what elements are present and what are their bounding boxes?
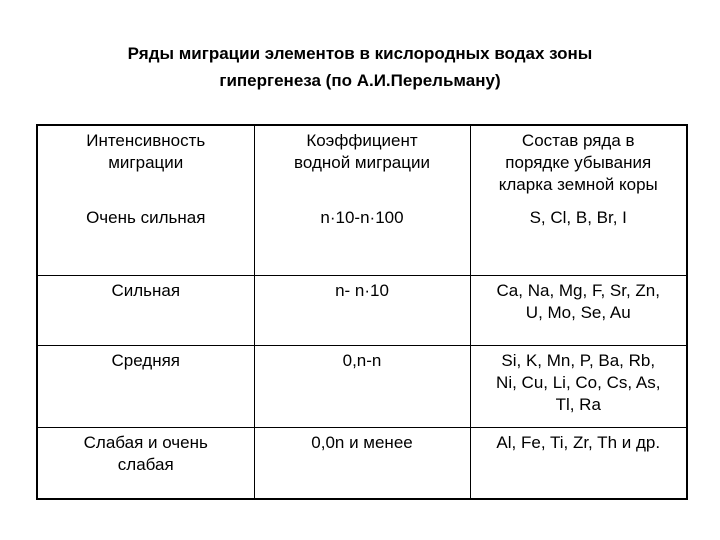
table-row <box>37 427 687 499</box>
page-title <box>40 40 680 94</box>
table-cell: n- n·10 <box>254 275 470 345</box>
migration-table <box>36 124 688 500</box>
table-cell: Слабая и очень слабая <box>37 427 254 499</box>
table-header-row <box>37 125 687 207</box>
table-row <box>37 207 687 275</box>
header-cell-intensity: Интенсивность миграции <box>37 125 254 207</box>
table-cell: S, Cl, B, Br, I <box>470 207 687 275</box>
table-cell: 0,0n и менее <box>254 427 470 499</box>
table-cell: Очень сильная <box>37 207 254 275</box>
table-row <box>37 275 687 345</box>
title-line-2: гипергенеза (по А.И.Перельману) <box>219 71 501 90</box>
table-cell: Si, K, Mn, P, Ba, Rb, Ni, Cu, Li, Co, Cs, As, Tl, Ra <box>470 345 687 427</box>
table-cell: n·10-n·100 <box>254 207 470 275</box>
header-cell-composition: Состав ряда в порядке убывания кларка земной коры <box>470 125 687 207</box>
table-cell: Средняя <box>37 345 254 427</box>
table-cell: Ca, Na, Mg, F, Sr, Zn, U, Mo, Se, Au <box>470 275 687 345</box>
table-cell: Сильная <box>37 275 254 345</box>
table-row <box>37 345 687 427</box>
title-line-1: Ряды миграции элементов в кислородных водах зоны <box>127 44 593 63</box>
table-cell: 0,n-n <box>254 345 470 427</box>
header-cell-coefficient: Коэффициент водной миграции <box>254 125 470 207</box>
table-cell: Al, Fe, Ti, Zr, Th и др. <box>470 427 687 499</box>
